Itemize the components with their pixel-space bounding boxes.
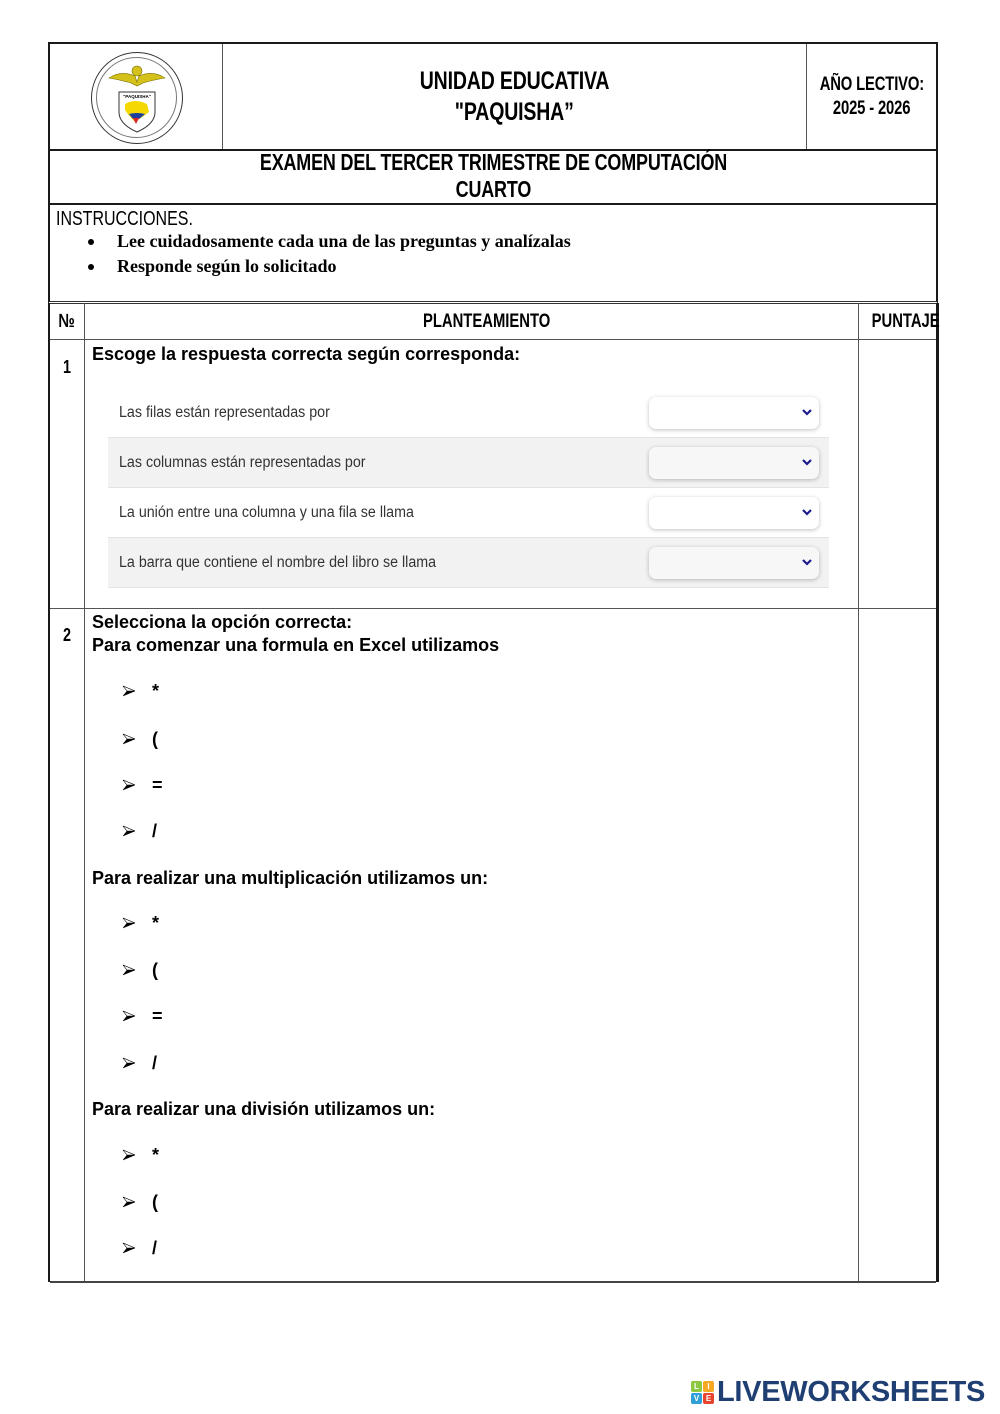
school-crest-icon [91, 52, 183, 144]
exam-title-block [48, 149, 938, 205]
arrow-bullet-icon [122, 917, 136, 929]
question-title: Selecciona la opción correcta: [92, 612, 353, 632]
arrow-bullet-icon [122, 1057, 136, 1069]
school-name-cell [223, 44, 807, 149]
question-number: 1 [63, 357, 72, 377]
column-header-score: PUNTAJE [871, 311, 940, 332]
school-year-cell [807, 44, 936, 149]
answer-option[interactable]: / [122, 1051, 157, 1075]
dropdown-label: La unión entre una columna y una fila se llama [119, 503, 414, 521]
questions-table [48, 303, 939, 1282]
chevron-down-icon [801, 455, 813, 469]
instructions-title: INSTRUCCIONES. [56, 208, 193, 230]
instructions-block [48, 205, 938, 304]
liveworksheets-logo [691, 1376, 985, 1409]
school-name-line1: UNIDAD EDUCATIVA [419, 66, 610, 95]
dropdown-label: Las columnas están representadas por [119, 453, 366, 471]
school-name-line2: "PAQUISHA” [455, 97, 574, 126]
subquestion-prompt: Para realizar una multiplicación utilizamos un: [92, 868, 489, 888]
answer-option[interactable]: / [122, 819, 157, 843]
dropdown-row [108, 538, 829, 588]
arrow-bullet-icon [122, 733, 136, 745]
dropdown-label: La barra que contiene el nombre del libro se llama [119, 553, 437, 571]
arrow-bullet-icon [122, 779, 136, 791]
answer-option[interactable]: ( [122, 1190, 158, 1214]
instruction-item: Lee cuidadosamente cada una de las preguntas y analízalas [86, 229, 571, 254]
document-header [48, 42, 938, 151]
bullet-icon [88, 239, 94, 245]
arrow-bullet-icon [122, 1149, 136, 1161]
dropdown-row [108, 388, 829, 438]
subquestion-prompt: Para realizar una división utilizamos un: [92, 1099, 436, 1119]
answer-dropdown[interactable] [649, 497, 819, 529]
answer-option[interactable]: * [122, 911, 159, 935]
arrow-bullet-icon [122, 825, 136, 837]
exam-title: EXAMEN DEL TERCER TRIMESTRE DE COMPUTACIÓN [259, 149, 727, 175]
school-year-label: AÑO LECTIVO: [819, 73, 924, 95]
answer-dropdown[interactable] [649, 547, 819, 579]
dropdown-label: Las filas están representadas por [119, 403, 330, 421]
instructions-list [86, 229, 571, 279]
chevron-down-icon [801, 555, 813, 569]
instruction-item: Responde según lo solicitado [86, 254, 571, 279]
answer-dropdown[interactable] [649, 397, 819, 429]
arrow-bullet-icon [122, 1242, 136, 1254]
exam-grade: CUARTO [455, 176, 531, 202]
school-year-value: 2025 - 2026 [832, 97, 911, 119]
answer-option[interactable]: / [122, 1236, 157, 1260]
answer-option[interactable]: = [122, 773, 163, 797]
dropdown-question-panel [108, 388, 829, 588]
chevron-down-icon [801, 405, 813, 419]
chevron-down-icon [801, 505, 813, 519]
answer-option[interactable]: * [122, 679, 159, 703]
question-title: Escoge la respuesta correcta según corresponda: [92, 344, 521, 364]
arrow-bullet-icon [122, 964, 136, 976]
question-number: 2 [63, 625, 72, 645]
answer-dropdown[interactable] [649, 447, 819, 479]
dropdown-row [108, 488, 829, 538]
answer-option[interactable]: = [122, 1004, 163, 1028]
live-tiles-icon: L I V E [691, 1381, 714, 1404]
brand-name: LIVEWORKSHEETS [717, 1376, 986, 1408]
column-header-statement: PLANTEAMIENTO [422, 311, 551, 332]
answer-option[interactable]: ( [122, 727, 158, 751]
logo-cell [50, 44, 223, 149]
column-header-number: № [58, 311, 75, 332]
arrow-bullet-icon [122, 1196, 136, 1208]
answer-option[interactable]: * [122, 1143, 159, 1167]
arrow-bullet-icon [122, 1010, 136, 1022]
dropdown-row [108, 438, 829, 488]
arrow-bullet-icon [122, 685, 136, 697]
svg-text:"PAQUISHA": "PAQUISHA" [123, 94, 151, 99]
bullet-icon [88, 264, 94, 270]
subquestion-prompt: Para comenzar una formula en Excel utilizamos [92, 635, 500, 655]
answer-option[interactable]: ( [122, 958, 158, 982]
